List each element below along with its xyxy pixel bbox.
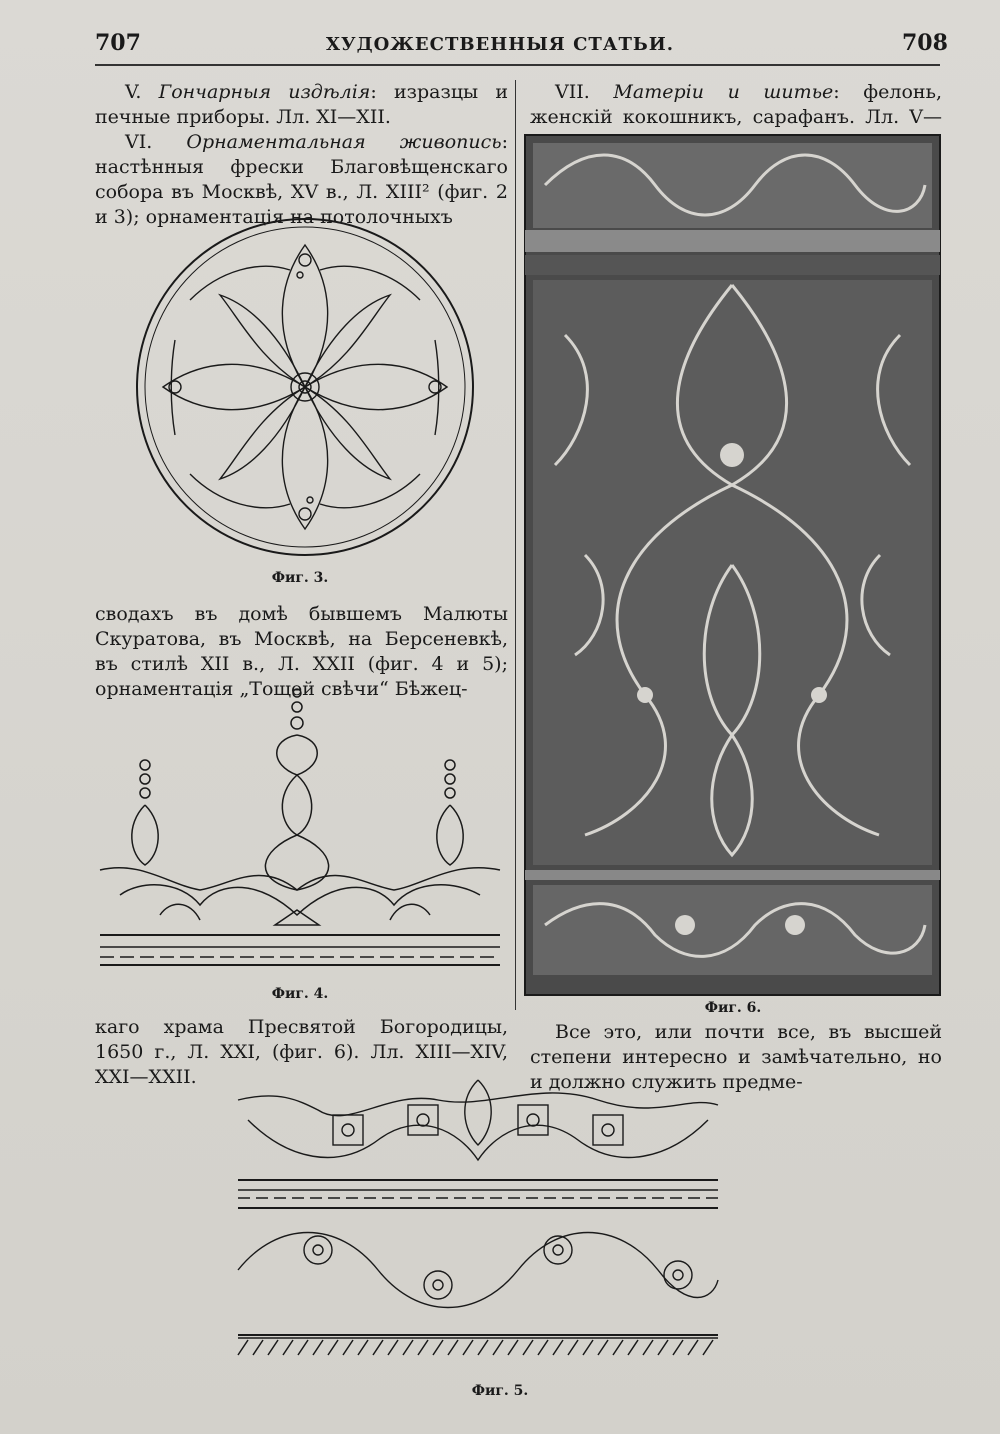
section-numeral: VI.: [125, 131, 153, 153]
caption-fig-6: Фиг. 6.: [704, 1000, 762, 1016]
section-numeral: V.: [125, 81, 142, 103]
caption-fig-5: Фиг. 5.: [471, 1383, 529, 1399]
section-numeral: VII.: [555, 81, 590, 103]
page-number-left: 707: [95, 30, 141, 56]
left-column-top: [95, 80, 508, 230]
figure-4-border: [100, 685, 500, 980]
figure-5-frieze: [238, 1070, 718, 1365]
page-number-right: 708: [902, 30, 948, 56]
figure-3-rosette: [130, 210, 480, 565]
section-text: : фелонь, женскій кокошникъ, сарафанъ. Лл. V—: [530, 81, 942, 128]
column-divider: [515, 80, 516, 1010]
paragraph-candle: каго храма Пресвятой Богородицы, 1650 г., Л. XXI, (фиг. 6). Лл. XIII—XIV, XXI—XXII.: [95, 1016, 508, 1088]
running-title: ХУДОЖЕСТВЕННЫЯ СТАТЬИ.: [326, 34, 674, 55]
section-text: : изразцы и печные приборы. Лл. XI—XII.: [95, 81, 508, 128]
header-rule: [95, 64, 940, 66]
section-heading: Гончарныя издѣлія: [158, 81, 371, 103]
section-text: : настѣнныя фрески Благовѣщенскаго собора въ Москвѣ, XV в., Л. XIII² (фиг. 2 и 3); орнаментація на потолочныхъ: [95, 131, 508, 228]
paragraph-conclusion: Все это, или почти все, въ высшей степени интересно и замѣчательно, но и должно служить предме-: [530, 1021, 942, 1093]
paragraph-pottery: [95, 80, 508, 130]
section-heading: Орнаментальная живопись: [186, 131, 502, 153]
paragraph-vaults: сводахъ въ домѣ бывшемъ Малюты Скуратова, въ Москвѣ, на Берсеневкѣ, въ стилѣ XII в., Л. XXII (фиг. 4 и 5); орнаментація „Тощей свѣчи“ Бѣжец-: [95, 603, 508, 700]
caption-fig-3: Фиг. 3.: [271, 570, 329, 586]
figure-6-textile: [525, 135, 940, 995]
section-heading: Матеріи и шитье: [613, 81, 834, 103]
caption-fig-4: Фиг. 4.: [271, 986, 329, 1002]
